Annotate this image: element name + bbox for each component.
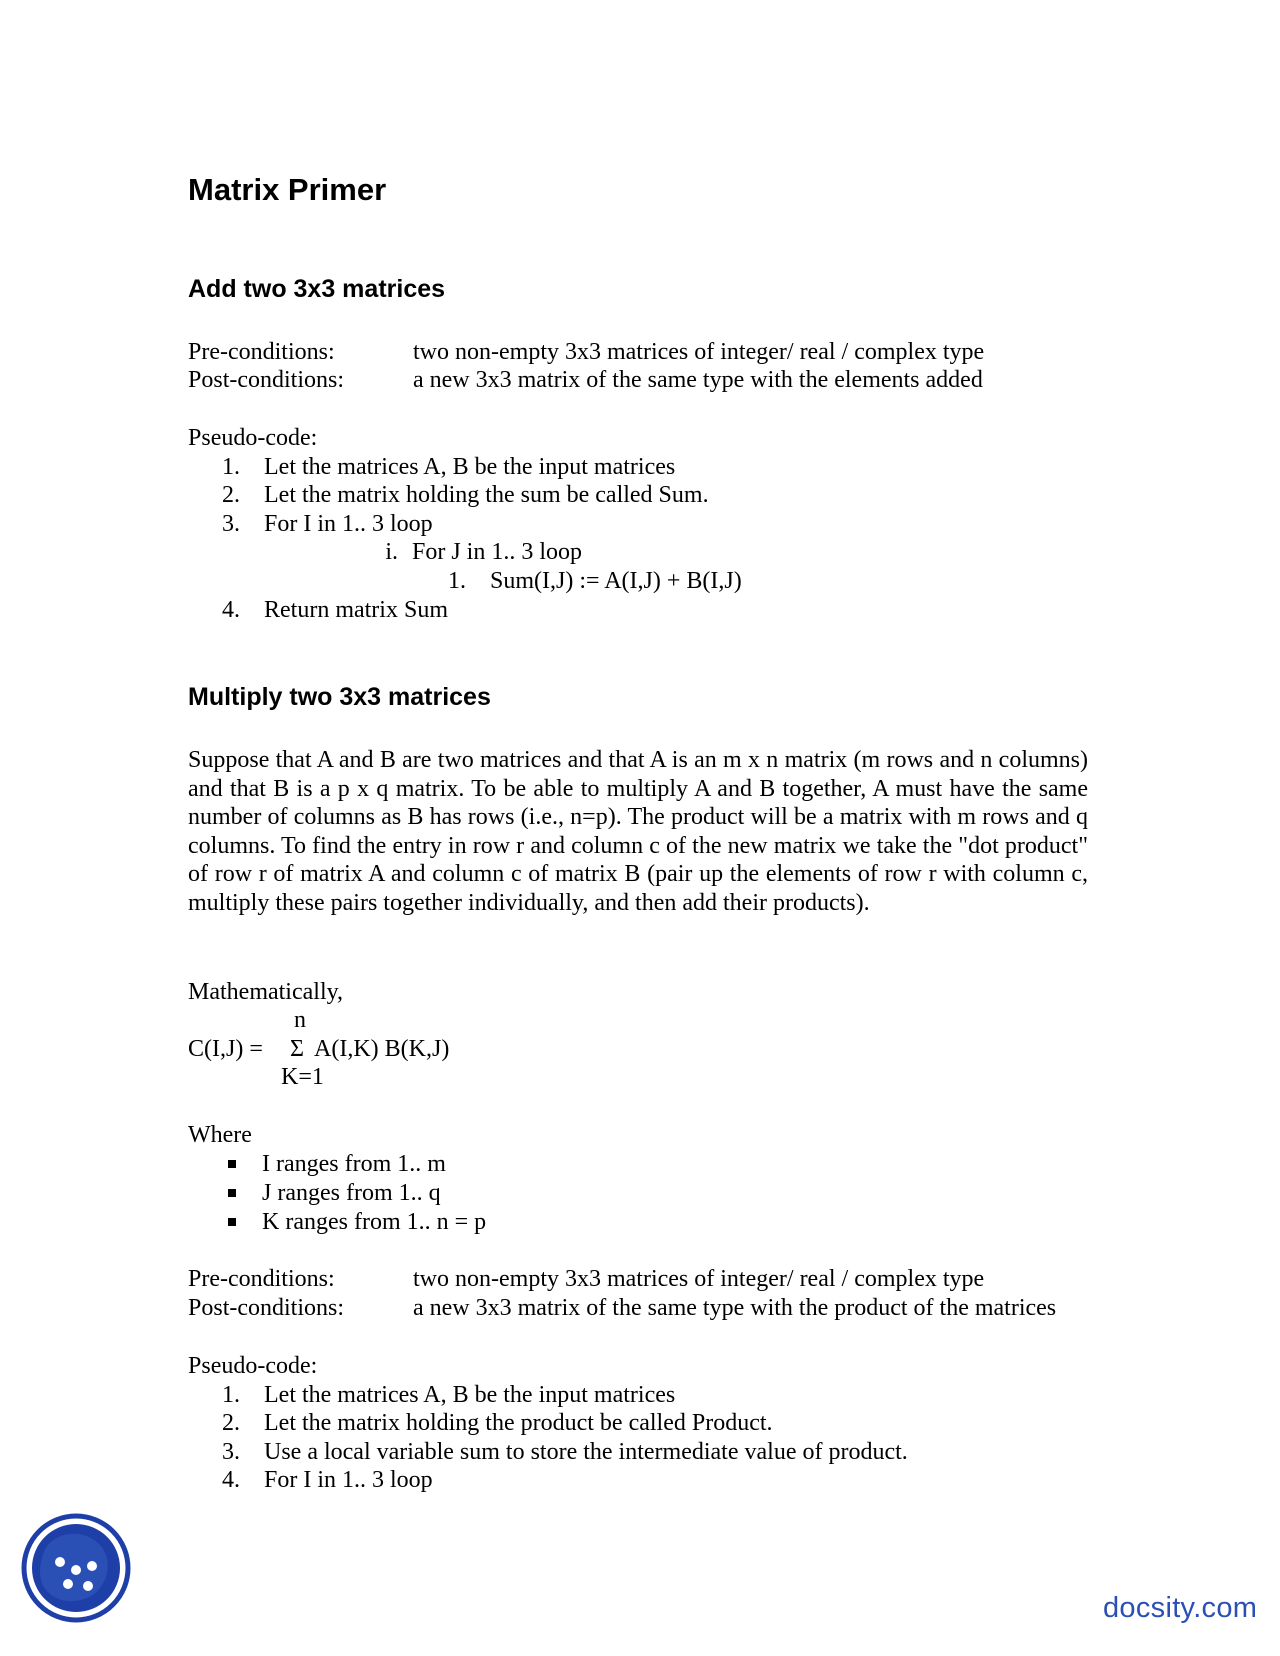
list-item: 1. Sum(I,J) := A(I,J) + B(I,J) <box>448 568 742 594</box>
list-item: 4. For I in 1.. 3 loop <box>222 1467 433 1493</box>
list-item: K ranges from 1.. n = p <box>262 1209 487 1235</box>
multiply-post-text: a new 3x3 matrix of the same type with the product of the matrices <box>413 1295 1057 1321</box>
list-item: 1. Let the matrices A, B be the input matrices <box>222 454 676 480</box>
page-title: Matrix Primer <box>188 172 387 207</box>
list-item: 3. For I in 1.. 3 loop <box>222 511 433 537</box>
list-item: 2. Let the matrix holding the sum be called Sum. <box>222 482 709 508</box>
list-item: I ranges from 1.. m <box>262 1151 446 1177</box>
multiply-post-label: Post-conditions: <box>188 1295 345 1321</box>
list-item: i. For J in 1.. 3 loop <box>385 539 583 565</box>
docsity-logo-icon[interactable] <box>20 1512 132 1624</box>
multiply-section-heading: Multiply two 3x3 matrices <box>188 683 491 711</box>
multiply-pseudo-label: Pseudo-code: <box>188 1353 318 1379</box>
multiply-paragraph: Suppose that A and B are two matrices and that A is an m x n matrix (m rows and n columns) and that B is a p x q matrix. To be able to multiply A and B together, A must have the same number of columns as B has rows (i.e., n=p). The product will be a matrix with m rows and q columns. To find the entry in row r and column c of the new matrix we take the "dot product" of row r of matrix A and column c of matrix B (pair up the elements of row r with column c, multiply these pairs together individually, and then add their products). <box>188 747 1088 916</box>
list-item: 4. Return matrix Sum <box>222 597 448 623</box>
formula-upper-limit: n <box>294 1007 306 1033</box>
formula-rhs: A(I,K) B(K,J) <box>314 1036 450 1062</box>
add-post-text: a new 3x3 matrix of the same type with the elements added <box>413 367 983 393</box>
docsity-brand-link[interactable]: docsity.com <box>1103 1592 1258 1624</box>
formula-lower-limit: K=1 <box>281 1064 324 1090</box>
bullet-icon <box>228 1160 236 1168</box>
list-item: 1. Let the matrices A, B be the input matrices <box>222 1382 676 1408</box>
math-label: Mathematically, <box>188 979 344 1005</box>
sigma-symbol: Σ <box>290 1036 304 1062</box>
bullet-icon <box>228 1218 236 1226</box>
formula-lhs: C(I,J) = <box>188 1036 263 1062</box>
multiply-pre-text: two non-empty 3x3 matrices of integer/ real / complex type <box>413 1266 985 1292</box>
add-post-label: Post-conditions: <box>188 367 345 393</box>
add-pre-text: two non-empty 3x3 matrices of integer/ real / complex type <box>413 339 985 365</box>
list-item: J ranges from 1.. q <box>262 1180 441 1206</box>
list-item: 3. Use a local variable sum to store the intermediate value of product. <box>222 1439 908 1465</box>
where-label: Where <box>188 1122 252 1148</box>
bullet-icon <box>228 1189 236 1197</box>
add-pre-label: Pre-conditions: <box>188 339 335 365</box>
multiply-pre-label: Pre-conditions: <box>188 1266 335 1292</box>
add-pseudo-label: Pseudo-code: <box>188 425 318 451</box>
list-item: 2. Let the matrix holding the product be called Product. <box>222 1410 773 1436</box>
add-section-heading: Add two 3x3 matrices <box>188 275 446 303</box>
